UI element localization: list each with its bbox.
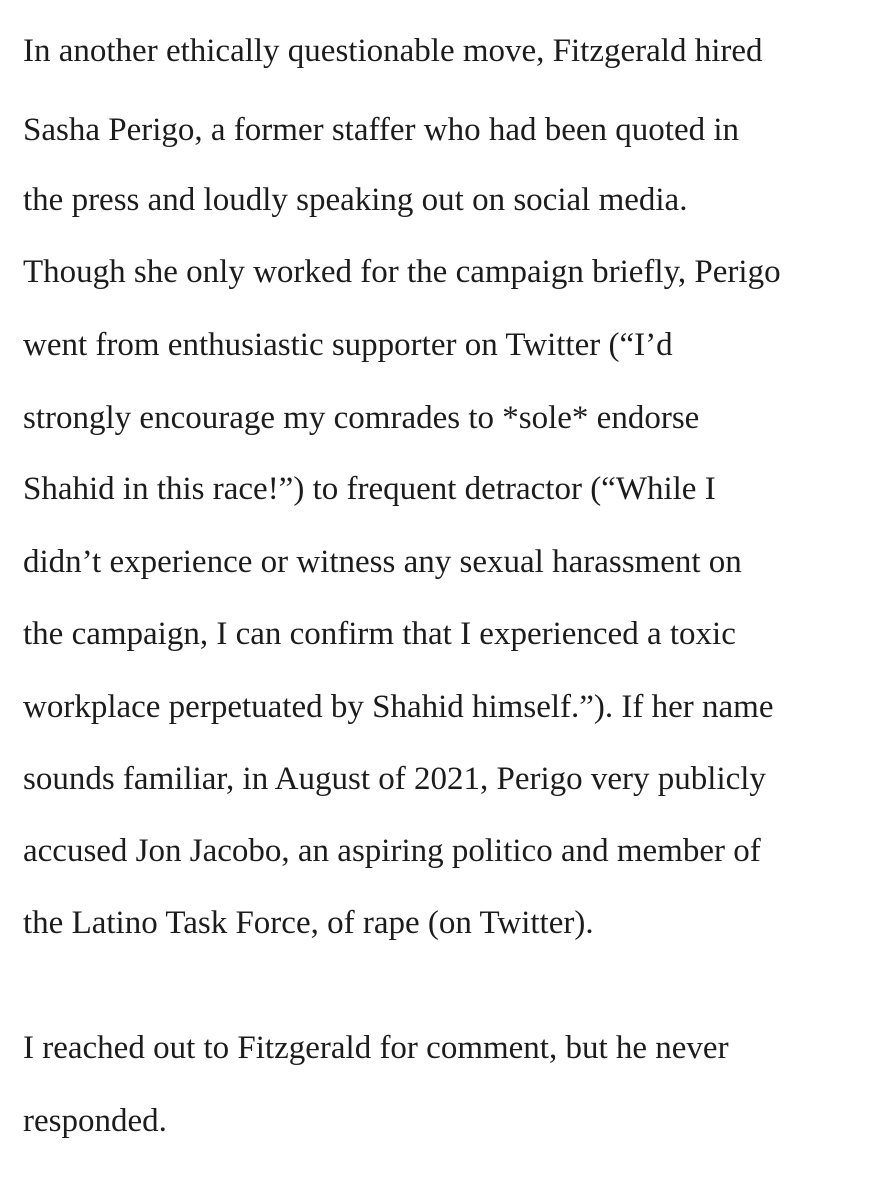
text-line: In another ethically questionable move, Fitzgerald hired	[23, 33, 763, 69]
text-line: went from enthusiastic supporter on Twitter (“I’d	[23, 327, 673, 363]
text-line: accused Jon Jacobo, an aspiring politico and member of	[23, 833, 761, 869]
text-line: Shahid in this race!”) to frequent detractor (“While I	[23, 471, 716, 507]
text-line: Though she only worked for the campaign briefly, Perigo	[23, 254, 781, 290]
text-line: strongly encourage my comrades to *sole* endorse	[23, 400, 700, 436]
text-line: sounds familiar, in August of 2021, Perigo very publicly	[23, 761, 766, 797]
text-line: I reached out to Fitzgerald for comment, but he never	[23, 1030, 729, 1066]
text-line: didn’t experience or witness any sexual harassment on	[23, 544, 742, 580]
text-line: the press and loudly speaking out on social media.	[23, 182, 688, 218]
text-line: workplace perpetuated by Shahid himself.”). If her name	[23, 689, 774, 725]
text-line: the Latino Task Force, of rape (on Twitter).	[23, 905, 594, 941]
text-line: the campaign, I can confirm that I experienced a toxic	[23, 616, 736, 652]
text-line: Sasha Perigo, a former staffer who had been quoted in	[23, 112, 740, 148]
text-line: responded.	[23, 1103, 167, 1139]
